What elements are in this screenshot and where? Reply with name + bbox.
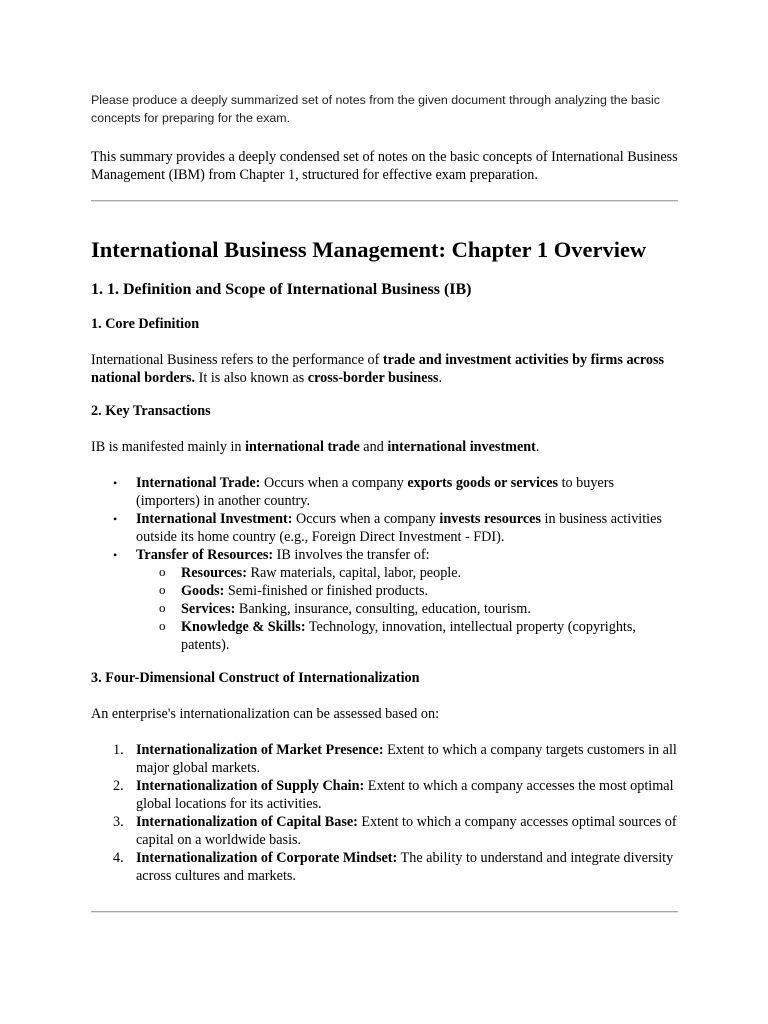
numbered-item: 2. Internationalization of Supply Chain: Extent to which a company accesses the most optimal global locations for its activities. — [113, 778, 674, 812]
key-transactions-paragraph: IB is manifested mainly in international trade and international investment. — [91, 439, 540, 455]
numbered-item: 3. Internationalization of Capital Base: Extent to which a company accesses optimal sources of capital on a worldwide basis. — [113, 814, 677, 848]
bullet-icon: • — [113, 512, 118, 526]
four-dimensional-list — [91, 741, 681, 885]
item-number: 2. — [113, 778, 124, 794]
sub-list-item: o Knowledge & Skills: Technology, innovation, intellectual property (copyrights, patents). — [159, 618, 636, 653]
numbered-item: 4. Internationalization of Corporate Mindset: The ability to understand and integrate diversity across cultures and markets. — [113, 850, 674, 884]
document-title: International Business Management: Chapter 1 Overview — [91, 237, 647, 262]
list-item: • Transfer of Resources: IB involves the transfer of: o Resources: Raw materials, capital, labor, people. o Goods: Semi-finished or finished products. o Services: Banking, insurance, consulting, education, tourism. o Knowledge & Skills: Technology, innovation, intellectual property (copyrights, patents). — [136, 546, 681, 654]
item-number: 1. — [113, 742, 124, 758]
document-body — [91, 235, 681, 885]
circle-bullet-icon: o — [159, 564, 166, 579]
horizontal-rule — [91, 911, 678, 913]
four-dimensional-heading: 3. Four-Dimensional Construct of Internationalization — [91, 670, 420, 686]
core-definition-paragraph: International Business refers to the performance of trade and investment activities by firms across national borders. It is also known as cross-border business. — [91, 352, 665, 386]
horizontal-rule — [91, 200, 678, 202]
item-number: 3. — [113, 814, 124, 830]
sub-list-item: o Resources: Raw materials, capital, labor, people. — [159, 564, 462, 581]
item-number: 4. — [113, 850, 124, 866]
core-definition-heading: 1. Core Definition — [91, 316, 200, 332]
circle-bullet-icon: o — [159, 600, 166, 615]
sub-list-item: o Goods: Semi-finished or finished products. — [159, 582, 429, 599]
list-item: • International Trade: Occurs when a company exports goods or services to buyers (importers) in another country. — [113, 475, 614, 509]
circle-bullet-icon: o — [159, 618, 166, 633]
key-transactions-list — [91, 474, 681, 654]
intro-paragraph: This summary provides a deeply condensed set of notes on the basic concepts of International Business Management (IBM) from Chapter 1, structured for effective exam preparation. — [91, 149, 678, 183]
transfer-sublist — [136, 564, 681, 654]
sub-list-item: o Services: Banking, insurance, consulting, education, tourism. — [159, 600, 531, 617]
bullet-icon: • — [113, 548, 118, 562]
key-transactions-heading: 2. Key Transactions — [91, 403, 211, 419]
prompt-text: Please produce a deeply summarized set of notes from the given document through analyzing the basic concepts for preparing for the exam. — [91, 93, 660, 125]
bullet-icon: • — [113, 476, 118, 490]
four-dimensional-intro: An enterprise's internationalization can be assessed based on: — [91, 706, 440, 722]
numbered-item: 1. Internationalization of Market Presence: Extent to which a company targets customers in all major global markets. — [113, 742, 677, 776]
section-heading: 1. 1. Definition and Scope of International Business (IB) — [91, 281, 472, 298]
list-item: • International Investment: Occurs when a company invests resources in business activities outside its home country (e.g., Foreign Direct Investment - FDI). — [113, 511, 662, 545]
circle-bullet-icon: o — [159, 582, 166, 597]
